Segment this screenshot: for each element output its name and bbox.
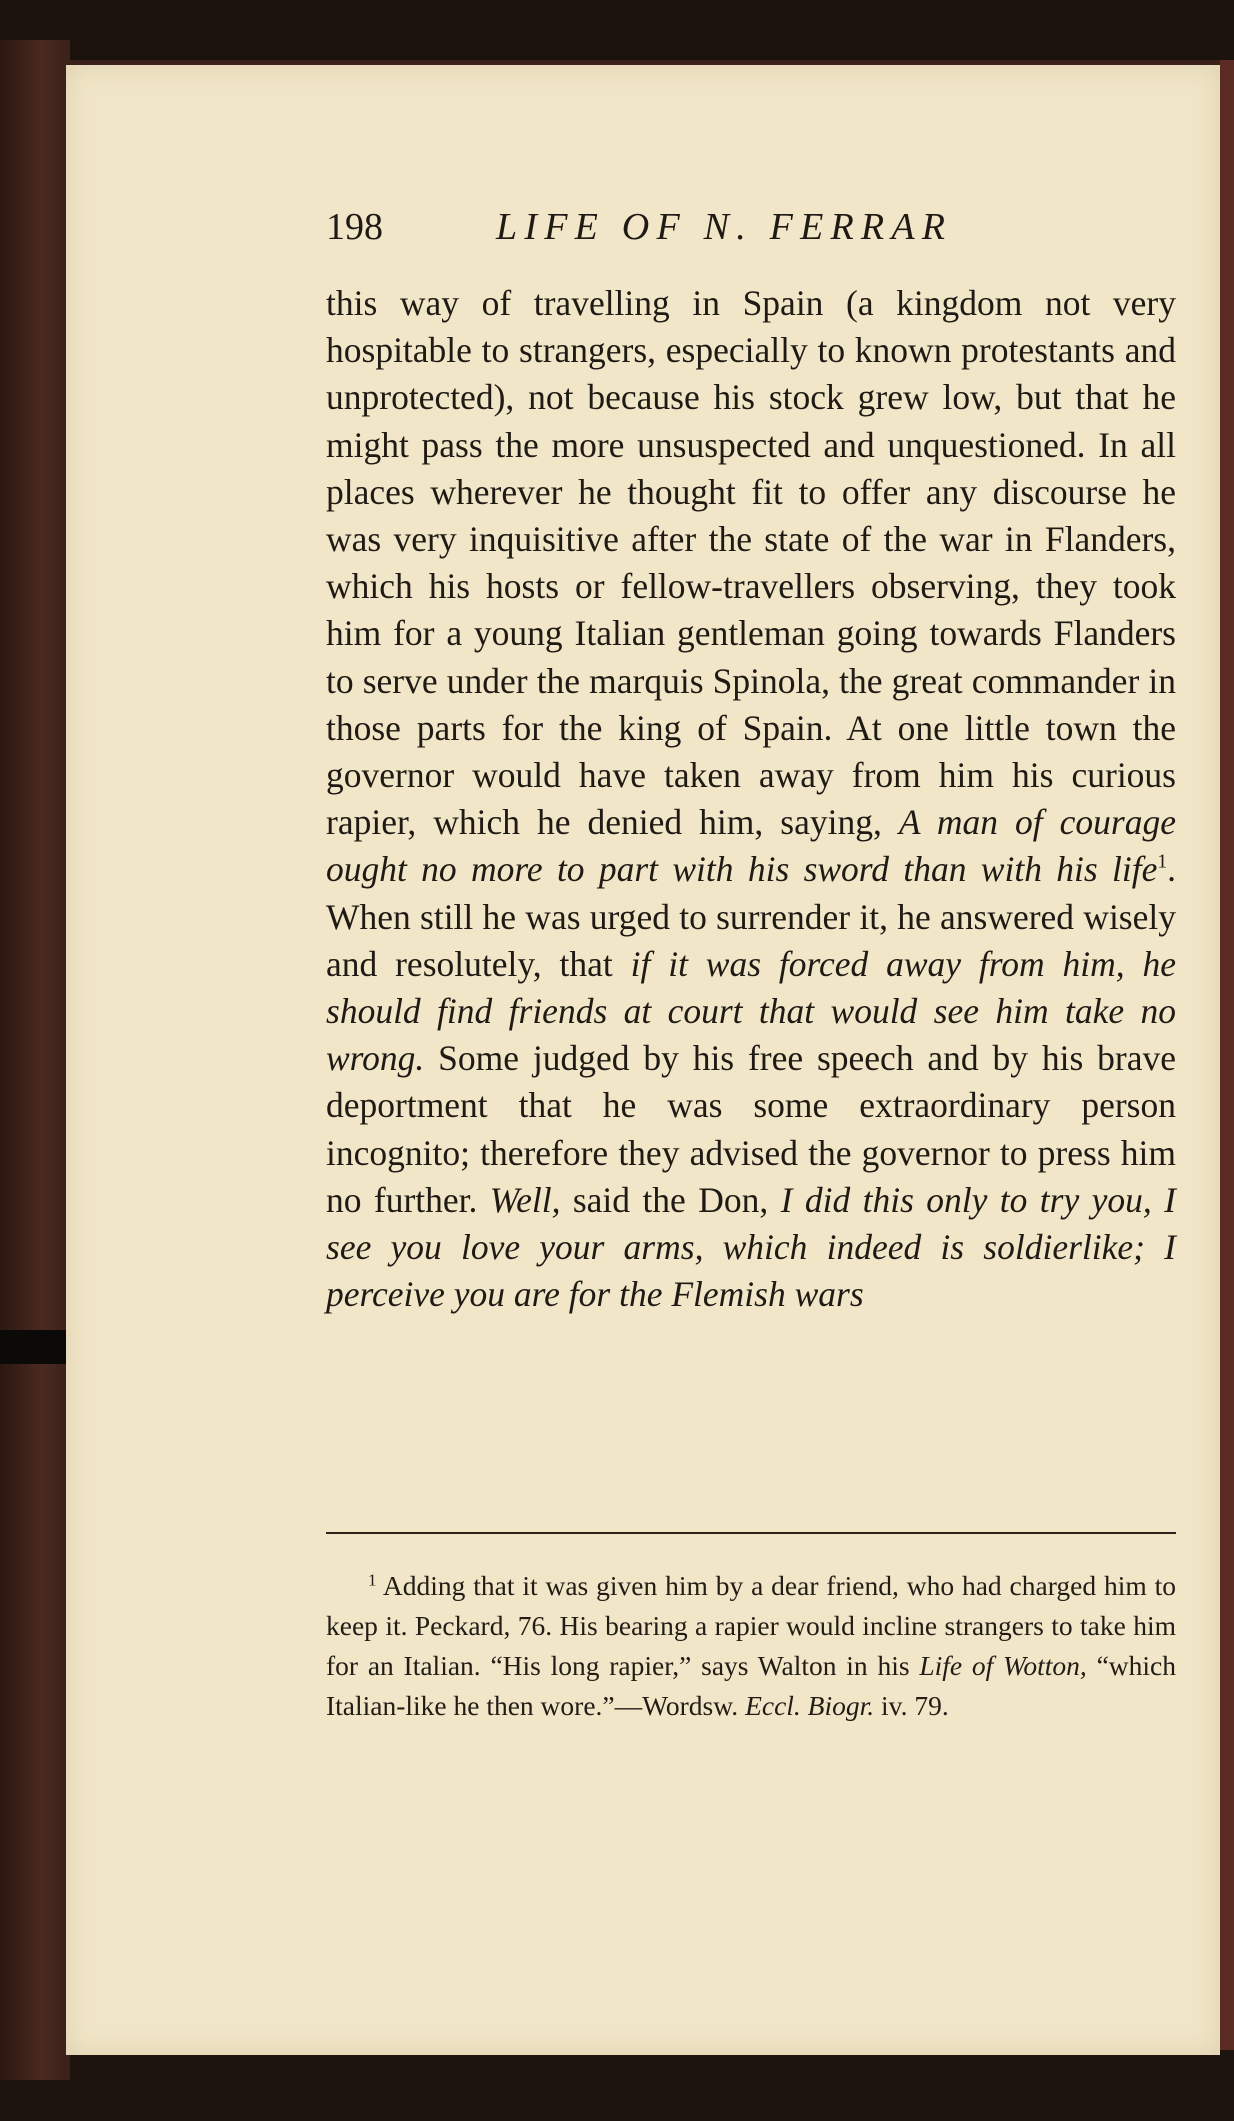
body-text-run: this way of travelling in Spain (a kingdom not very hospitable to strangers, especially to known protestants and unprotected), not because his stock grew low, but that he might pass the more unsuspected and unquestioned. In all places wherever he thought fit to offer any discourse he was very inquisitive after the state of the war in Flanders, which his hosts or fellow-travellers observing, they took him for a young Italian gentleman going towards Flanders to serve under the marquis Spinola, the great commander in those parts for the king of Spain. At one little town the governor would have taken away from him his curious rapier, which he denied him, saying,: [326, 283, 1176, 843]
footnote-text-run: iv. 79.: [874, 1690, 949, 1721]
footnote: [326, 1566, 1176, 1726]
footnote-reference: 1: [1157, 851, 1168, 873]
footnote-text-run: “which Italian-like he then wore.”—Wordsw.: [326, 1650, 1176, 1721]
running-title: LIFE OF N. FERRAR: [496, 206, 953, 248]
book-cover-right-edge: [1220, 60, 1234, 2050]
page-header: [326, 205, 1206, 259]
italic-quote-courage: A man of courage ought no more to part with his sword than with his life: [326, 802, 1176, 890]
body-paragraph: [326, 280, 1176, 1318]
body-text-run: . When still he was urged to surrender it, he answered wisely and resolutely, that: [326, 849, 1176, 984]
footnote-divider: [326, 1532, 1176, 1534]
italic-quote-forced: if it was forced away from him, he should find friends at court that would see him take no wrong.: [326, 943, 1176, 1079]
page-number: 198: [326, 206, 383, 248]
footnote-italic-title: Life of Wotton,: [919, 1650, 1087, 1681]
footnote-paragraph: [326, 1566, 1176, 1726]
body-text-run: Some judged by his free speech and by his brave deportment that he was some extraordinary person incognito; therefore they advised the governor to press him no further.: [326, 1038, 1176, 1220]
footnote-mark: 1: [368, 1570, 377, 1590]
body-text: [326, 280, 1176, 1318]
page-marker-tab: [0, 1330, 66, 1364]
body-text-run: said the Don,: [560, 1179, 781, 1220]
book-cover-left-edge: [0, 40, 70, 2080]
footnote-italic-source: Eccl. Biogr.: [745, 1690, 875, 1721]
footnote-text-run: Adding that it was given him by a dear friend, who had charged him to keep it. Peckard, 76. His bearing a rapier would incline strangers to take him for an Italian. “His long rapier,” says Walton in his: [326, 1570, 1176, 1681]
italic-word-well: Well,: [489, 1179, 561, 1220]
italic-quote-don: I did this only to try you, I see you love your arms, which indeed is soldierlike; I perceive you are for the Flemish wars: [326, 1179, 1176, 1315]
